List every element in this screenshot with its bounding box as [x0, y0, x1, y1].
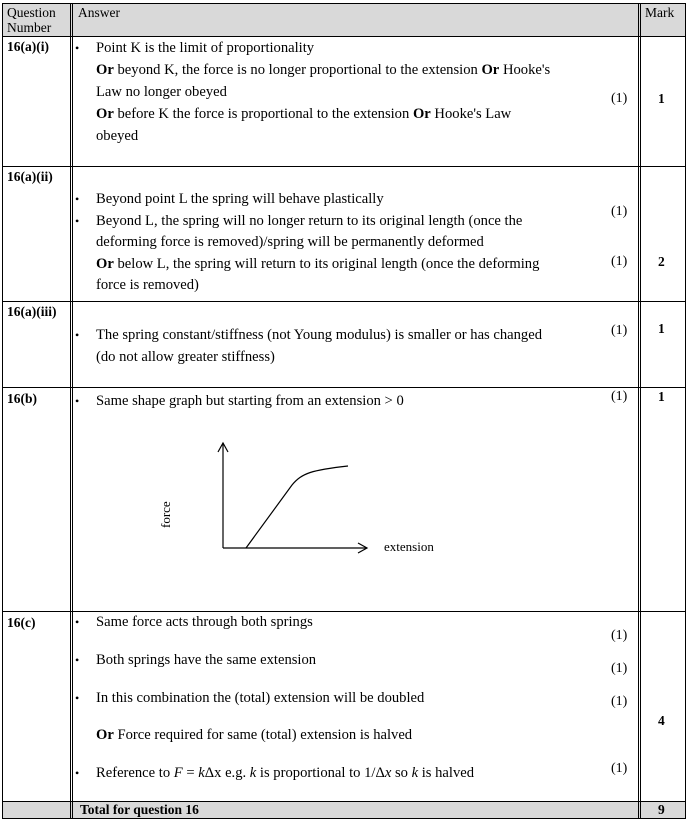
answer-line: deforming force is removed)/spring will be permanently deformed	[96, 234, 484, 250]
row-divider	[2, 818, 686, 819]
answer-line: Law no longer obeyed	[96, 84, 227, 100]
question-number: 16(a)(ii)	[7, 169, 53, 184]
mark-value: 1	[658, 91, 665, 106]
column-divider	[640, 3, 641, 819]
total-row-left-shade	[2, 801, 71, 819]
y-axis-label: force	[158, 501, 173, 528]
column-divider	[72, 3, 73, 819]
total-mark: 9	[658, 802, 665, 817]
column-divider	[638, 3, 639, 819]
bullet-icon: •	[75, 214, 80, 228]
answer-line: Or Force required for same (total) extension is halved	[96, 727, 413, 743]
bullet-icon: •	[75, 691, 80, 705]
sub-mark: (1)	[611, 204, 628, 219]
column-divider	[2, 3, 3, 819]
bullet-icon: •	[75, 615, 80, 629]
answer-line: Or before K the force is proportional to the extension Or Hooke's Law	[96, 106, 512, 122]
question-number: 16(c)	[7, 615, 36, 630]
sub-mark: (1)	[611, 91, 628, 106]
answer-line: In this combination the (total) extension will be doubled	[96, 690, 425, 706]
row-divider	[2, 387, 686, 388]
bullet-icon: •	[75, 394, 80, 408]
graph-curve	[246, 466, 348, 548]
answer-line: Reference to F = kΔx e.g. k is proportional to 1/Δx so k is halved	[96, 765, 475, 781]
question-number: 16(b)	[7, 391, 37, 406]
answer-line: Or below L, the spring will return to its original length (once the deforming	[96, 256, 540, 272]
row-divider	[2, 166, 686, 167]
answer-line: Beyond L, the spring will no longer return to its original length (once the	[96, 213, 523, 229]
bullet-icon: •	[75, 766, 80, 780]
mark-value: 1	[658, 389, 665, 404]
sub-mark: (1)	[611, 323, 628, 338]
answer-line: Beyond point L the spring will behave plastically	[96, 191, 384, 207]
row-divider	[2, 3, 686, 4]
bullet-icon: •	[75, 41, 80, 55]
mark-value: 1	[658, 321, 665, 336]
header-question-number: Question Number	[7, 5, 56, 35]
row-divider	[2, 36, 686, 37]
force-extension-graph	[152, 433, 402, 563]
sub-mark: (1)	[611, 694, 628, 709]
column-divider	[685, 3, 686, 819]
answer-line: obeyed	[96, 128, 139, 144]
answer-line: The spring constant/stiffness (not Young modulus) is smaller or has changed	[96, 327, 543, 343]
answer-line: Point K is the limit of proportionality	[96, 40, 315, 56]
mark-value: 4	[658, 713, 665, 728]
sub-mark: (1)	[611, 389, 628, 404]
sub-mark: (1)	[611, 254, 628, 269]
answer-line: Same force acts through both springs	[96, 614, 313, 630]
sub-mark: (1)	[611, 628, 628, 643]
column-divider	[70, 3, 71, 819]
mark-scheme-table	[2, 3, 686, 819]
x-axis-label: extension	[384, 539, 434, 554]
answer-line: (do not allow greater stiffness)	[96, 349, 275, 365]
answer-line: Or beyond K, the force is no longer proportional to the extension Or Hooke's	[96, 62, 551, 78]
bullet-icon: •	[75, 328, 80, 342]
bullet-icon: •	[75, 192, 80, 206]
bullet-icon: •	[75, 653, 80, 667]
sub-mark: (1)	[611, 761, 628, 776]
mark-value: 2	[658, 254, 665, 269]
answer-line: force is removed)	[96, 277, 199, 293]
header-answer: Answer	[78, 5, 120, 20]
header-mark: Mark	[645, 5, 675, 20]
total-label: Total for question 16	[80, 802, 199, 817]
sub-mark: (1)	[611, 661, 628, 676]
question-number: 16(a)(iii)	[7, 304, 57, 319]
answer-line: Both springs have the same extension	[96, 652, 317, 668]
answer-line: Same shape graph but starting from an extension > 0	[96, 393, 404, 409]
row-divider	[2, 301, 686, 302]
question-number: 16(a)(i)	[7, 39, 49, 54]
